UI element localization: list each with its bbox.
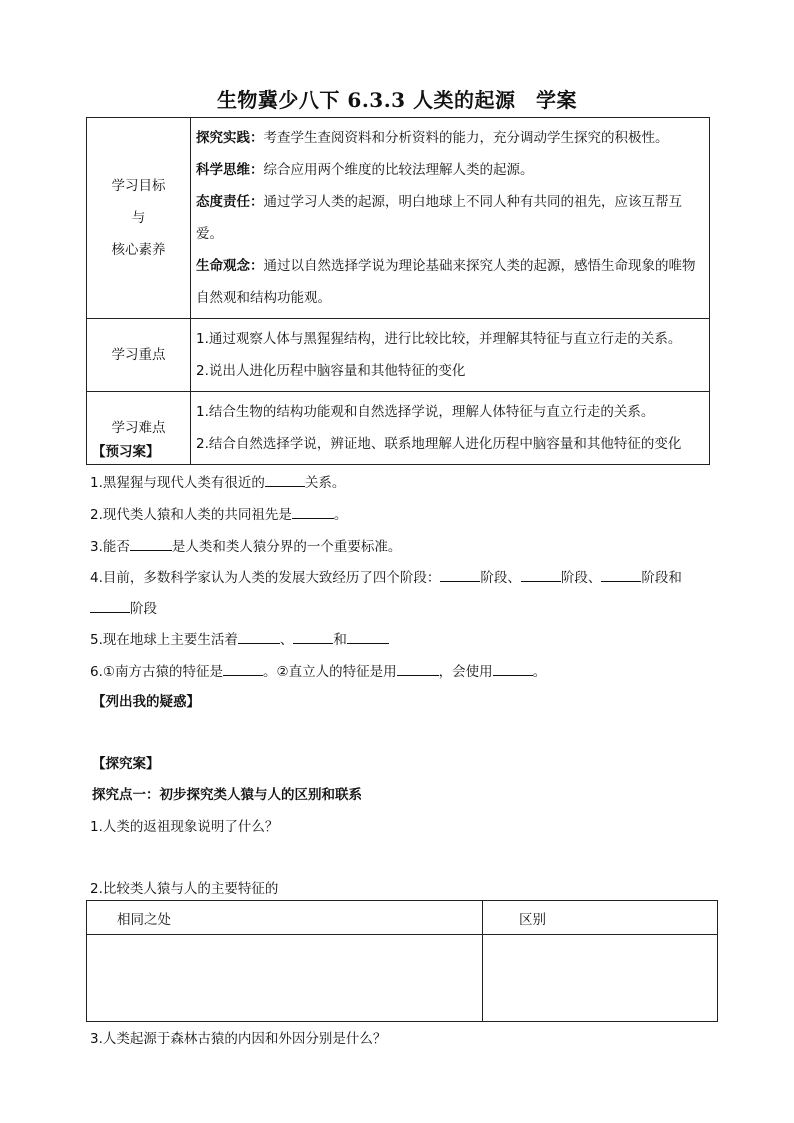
objective-item bbox=[196, 122, 703, 154]
key-point-item: 1.通过观察人体与黑猩猩结构，进行比较比较，并理解其特征与直立行走的关系。 bbox=[196, 331, 682, 347]
objective-text: 通过学习人类的起源，明白地球上不同人种有共同的祖先，应该互帮互爱。 bbox=[196, 194, 682, 242]
page-title: 生物冀少八下 6.3.3 人类的起源 学案 bbox=[216, 88, 578, 112]
objectives-header-cell bbox=[87, 118, 191, 319]
preview-question-3 bbox=[90, 535, 401, 555]
comparison-header-row bbox=[87, 901, 718, 935]
explore-heading: 【探究案】 bbox=[92, 756, 160, 772]
comparison-table bbox=[86, 900, 718, 1022]
objectives-table bbox=[86, 117, 710, 465]
objective-text: 考查学生查阅资料和分析资料的能力，充分调动学生探究的积极性。 bbox=[263, 130, 669, 146]
key-points-row bbox=[87, 319, 710, 392]
question-text: 3.能否 bbox=[90, 539, 130, 555]
key-points-header-cell: 学习重点 bbox=[87, 319, 191, 392]
question-text: 。 bbox=[333, 507, 348, 523]
objective-text: 综合应用两个维度的比较法理解人类的起源。 bbox=[263, 162, 534, 178]
similarities-header: 相同之处 bbox=[87, 901, 483, 935]
answer-blank[interactable] bbox=[521, 567, 561, 582]
preview-heading: 【预习案】 bbox=[92, 444, 160, 460]
answer-blank[interactable] bbox=[493, 661, 533, 676]
preview-question-4-continued bbox=[90, 597, 157, 617]
answer-blank[interactable] bbox=[292, 504, 334, 519]
objectives-row bbox=[87, 118, 710, 319]
differences-answer-cell[interactable] bbox=[483, 935, 718, 1022]
question-text: 关系。 bbox=[304, 475, 346, 491]
objective-item bbox=[196, 186, 703, 250]
objectives-header-line: 核心素养 bbox=[111, 242, 166, 258]
comparison-answer-row bbox=[87, 935, 718, 1022]
question-text: 6.①南方古猿的特征是 bbox=[90, 664, 223, 680]
objective-item bbox=[196, 250, 703, 314]
question-text: 4.目前，多数科学家认为人类的发展大致经历了四个阶段： bbox=[90, 570, 441, 586]
explore-point-1: 探究点一：初步探究类人猿与人的区别和联系 bbox=[92, 787, 362, 803]
answer-blank[interactable] bbox=[265, 472, 305, 487]
objective-key: 科学思维： bbox=[196, 162, 264, 178]
doubts-heading: 【列出我的疑惑】 bbox=[92, 694, 200, 710]
question-text: 阶段和 bbox=[641, 570, 682, 586]
preview-question-6 bbox=[90, 660, 546, 680]
objectives-header-line: 与 bbox=[131, 210, 146, 226]
preview-question-4 bbox=[90, 566, 682, 586]
answer-blank[interactable] bbox=[601, 567, 641, 582]
difficulty-item: 2.结合自然选择学说，辨证地、联系地理解人进化历程中脑容量和其他特征的变化 bbox=[196, 436, 682, 452]
objectives-header-line: 学习目标 bbox=[111, 178, 166, 194]
explore-question-3: 3.人类起源于森林古猿的内因和外因分别是什么？ bbox=[90, 1031, 387, 1047]
answer-blank[interactable] bbox=[90, 598, 130, 613]
objective-key: 生命观念： bbox=[196, 258, 264, 274]
question-text: 。 bbox=[532, 664, 547, 680]
differences-header: 区别 bbox=[483, 901, 718, 935]
answer-blank[interactable] bbox=[293, 629, 333, 644]
preview-question-5 bbox=[90, 628, 389, 648]
preview-question-2 bbox=[90, 503, 347, 523]
question-text: 、 bbox=[279, 632, 294, 648]
explore-question-2: 2.比较类人猿与人的主要特征的 bbox=[90, 881, 279, 897]
question-text: 5.现在地球上主要生活着 bbox=[90, 632, 238, 648]
key-points-content-cell bbox=[191, 319, 710, 392]
question-text: 阶段、 bbox=[560, 570, 602, 586]
question-text: 阶段 bbox=[130, 601, 157, 617]
similarities-answer-cell[interactable] bbox=[87, 935, 483, 1022]
answer-blank[interactable] bbox=[238, 629, 280, 644]
question-text: 和 bbox=[333, 632, 347, 648]
difficulties-header-cell: 学习难点 bbox=[87, 392, 191, 465]
key-point-item: 2.说出人进化历程中脑容量和其他特征的变化 bbox=[196, 363, 466, 379]
question-text: ，会使用 bbox=[438, 664, 493, 680]
question-text: 。②直立人的特征是用 bbox=[262, 664, 397, 680]
answer-blank[interactable] bbox=[397, 661, 439, 676]
preview-question-1 bbox=[90, 471, 345, 491]
answer-blank[interactable] bbox=[440, 567, 480, 582]
objective-text: 通过以自然选择学说为理论基础来探究人类的起源，感悟生命现象的唯物自然观和结构功能观。 bbox=[196, 258, 696, 306]
objective-key: 态度责任： bbox=[196, 194, 264, 210]
question-text: 是人类和类人猿分界的一个重要标准。 bbox=[171, 539, 402, 555]
difficulties-row bbox=[87, 392, 710, 465]
objective-item bbox=[196, 154, 703, 186]
objective-key: 探究实践： bbox=[196, 130, 264, 146]
objectives-content-cell bbox=[191, 118, 710, 319]
explore-question-1: 1.人类的返祖现象说明了什么？ bbox=[90, 819, 279, 835]
question-text: 2.现代类人猿和人类的共同祖先是 bbox=[90, 507, 292, 523]
answer-blank[interactable] bbox=[130, 536, 172, 551]
answer-blank[interactable] bbox=[347, 629, 389, 644]
answer-blank[interactable] bbox=[223, 661, 263, 676]
question-text: 阶段、 bbox=[480, 570, 521, 586]
question-text: 1.黑猩猩与现代人类有很近的 bbox=[90, 475, 265, 491]
difficulties-content-cell bbox=[191, 392, 710, 465]
difficulty-item: 1.结合生物的结构功能观和自然选择学说，理解人体特征与直立行走的关系。 bbox=[196, 404, 655, 420]
